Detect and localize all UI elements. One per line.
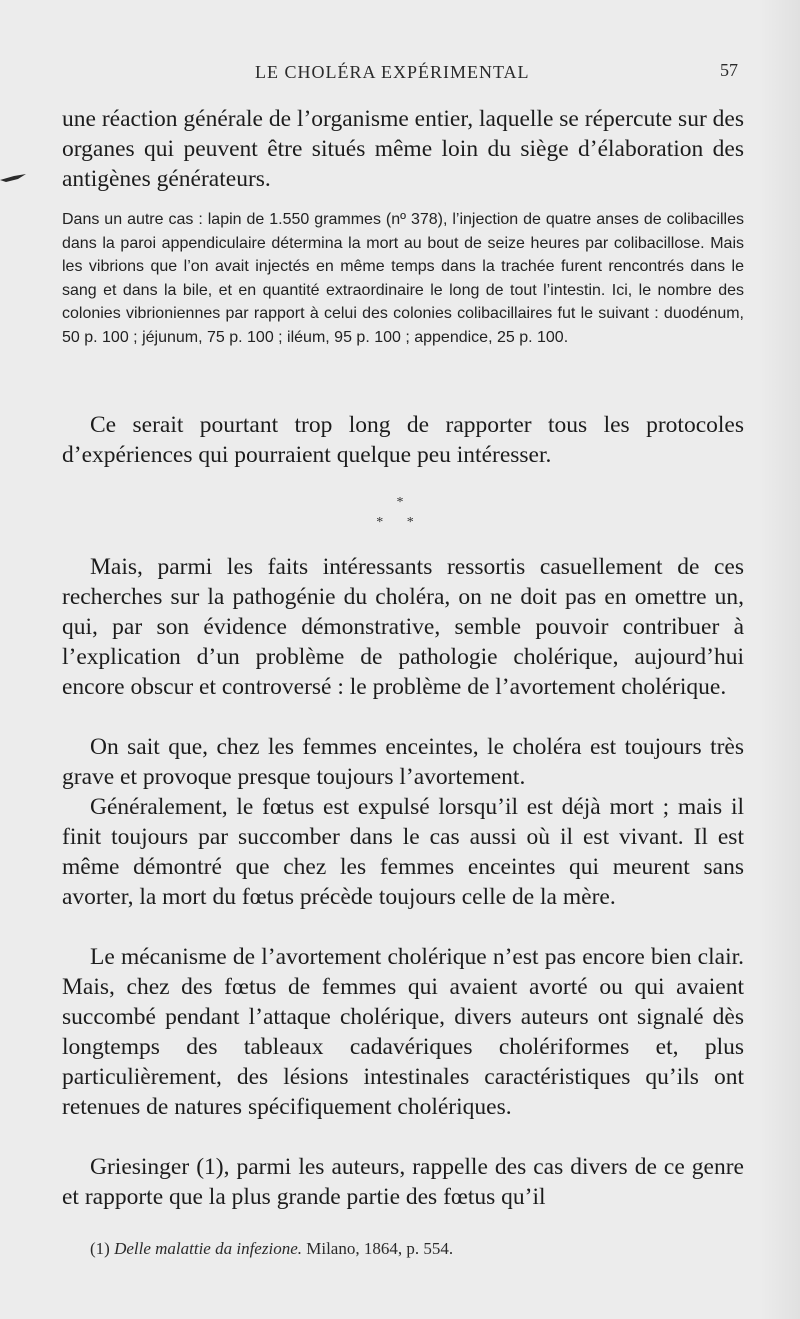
paragraph: Mais, parmi les faits intéressants ressortis casuellement de ces recherches sur la pathogénie du choléra, on ne doit pas en omettre un, qui, par son évidence démonstrative, semble pouvoir contribuer à l’explication d’un problème de pathologie cholérique, aujourd’hui encore obscur et controversé : le problème de l’avortement cholérique. [62, 554, 744, 700]
running-header [60, 58, 750, 88]
footnote-rest: Milano, 1864, p. 554. [301, 1239, 454, 1258]
paragraph: On sait que, chez les femmes enceintes, le choléra est toujours très grave et provoque presque toujours l’avortement. [62, 734, 744, 790]
separator-stars: * * [376, 515, 424, 530]
footnote-title: Delle malattie da infezione. [114, 1239, 302, 1258]
paragraph: Généralement, le fœtus est expulsé lorsqu’il est déjà mort ; mais il finit toujours par succomber dans le cas aussi où il est vivant. Il est même démontré que chez les femmes enceintes qui meurent sans avorter, la mort du fœtus précède toujours celle de la mère. [62, 794, 744, 910]
page-number: 57 [720, 60, 738, 80]
paragraph: Griesinger (1), parmi les auteurs, rappelle des cas divers de ce genre et rapporte que la plus grande partie des fœtus qu’il [62, 1154, 744, 1210]
small-print-note: Dans un autre cas : lapin de 1.550 grammes (nº 378), l’injection de quatre anses de colibacilles dans la paroi appendiculaire détermina la mort au bout de seize heures par colibacillose. Mais les vibrions que l’on avait injectés en même temps dans la trachée furent rencontrés dans le sang et dans la bile, et en quantité extraordinaire le long de tout l’intestin. Ici, le nombre des colonies vibrioniennes par rapport à celui des colonies colibacillaires fut le suivant : duodénum, 50 p. 100 ; jéjunum, 75 p. 100 ; iléum, 95 p. 100 ; appendice, 25 p. 100. [62, 211, 744, 346]
separator-star: * [396, 495, 404, 510]
footnote [90, 1238, 740, 1260]
paragraph: Ce serait pourtant trop long de rapporter tous les protocoles d’expériences qui pourraient quelque peu intéresser. [62, 412, 744, 468]
paragraph: Le mécanisme de l’avortement cholérique n’est pas encore bien clair. Mais, chez des fœtus de femmes qui avaient avorté ou qui avaient succombé pendant l’attaque cholérique, divers auteurs ont signalé dès longtemps des tableaux cadavériques cholériformes et, plus particulièrement, des lésions intestinales caractéristiques qu’ils ont retenues de natures spécifiquement cholériques. [62, 944, 744, 1120]
section-separator [360, 496, 440, 530]
footnote-marker: (1) [90, 1239, 110, 1258]
margin-mark-icon [0, 170, 26, 186]
running-title: LE CHOLÉRA EXPÉRIMENTAL [255, 62, 530, 82]
scan-shadow [760, 0, 800, 1319]
paragraph-continuation: une réaction générale de l’organisme entier, laquelle se répercute sur des organes qui peuvent être situés même loin du siège d’élaboration des antigènes générateurs. [62, 106, 744, 192]
